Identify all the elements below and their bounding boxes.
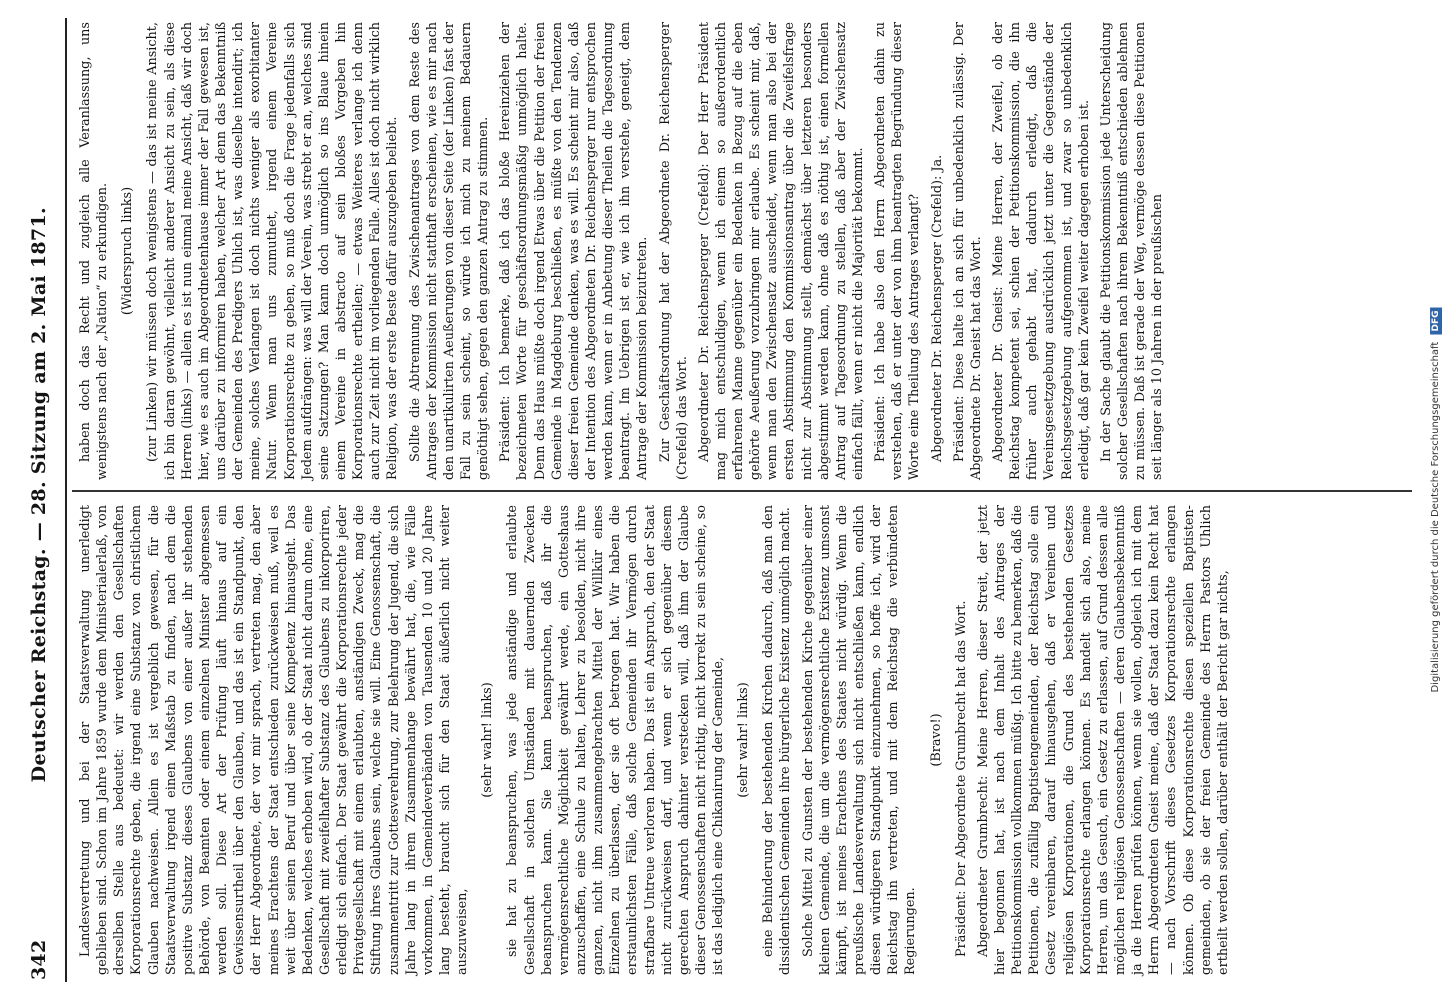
paragraph: Präsident: Diese halte ich an sich für unbedenklich zulässig. Der Abgeordnete Dr. Gneist hat das Wort. bbox=[951, 22, 984, 480]
paragraph: Solche Mittel zu Gunsten der bestehenden Kirche gegenüber einer kleinen Gemeinde, die um die vermögensrechtliche Existenz umsonst kämpft, ist meines Erachtens des Staates nicht würdig. Wenn die preußische Landesverwaltung sich nicht entschließen kann, endlich diesen würdigeren Standpunkt einzunehmen, so hoffe ich, wird der Reichstag ihn vertreten, und mit dem Reichstag die verbündeten Regierungen. bbox=[800, 505, 919, 975]
header-rule bbox=[65, 18, 67, 982]
paragraph: haben doch das Recht und zugleich alle Veranlassung, uns wenigstens nach der „Nation“ zu erkundigen. bbox=[78, 22, 111, 480]
paragraph: In der Sache glaubt die Petitionskommission jede Unterscheidung solcher Gesellschaften nach ihrem Bekenntniß entschieden ablehnen zu müssen. Daß ist gerade der Weg, vermöge dessen diese Petitionen seit länger als 10 Jahren in der preußischen bbox=[1098, 22, 1166, 480]
interjection: (sehr wahr! links) bbox=[480, 682, 496, 798]
page-header bbox=[24, 20, 54, 980]
dfg-logo: DFG bbox=[1430, 307, 1442, 334]
paragraph: Abgeordneter Dr. Reichensperger (Crefeld): Der Herr Präsident mag mich entschuldigen, wenn ich einem so außerordentlich erfahrenen Manne gegenüber ein Bedenken in Bezug auf die eben gehörte Aeußerung vorzubringen mir erlaube. Es scheint mir, daß, wenn man den Zwischensatz ausscheidet, wenn man also bei der ersten Abstimmung den Kommissionsantrag über die Zweifelsfrage nicht zur Abstimmung stellt, demnächst über letzteren besonders abgestimmt werden kann, ohne daß es nöthig ist, einen formellen Antrag auf Tagesordnung zu stellen, daß aber der Zwischensatz einfach fällt, wenn er nicht die Majorität bekommt. bbox=[696, 22, 867, 480]
paragraph: sie hat zu beanspruchen, was jede anständige und erlaubte Gesellschaft in solchen Umständen mit dauernden Zwecken beanspruchen kann. Sie kann beanspruchen, daß ihr die vermögensrechtliche Möglichkeit gewährt werde, ein Gotteshaus anzuschaffen, eine Schule zu halten, Lehrer zu besolden, nicht ihre ganzen, nicht ihm zusammengebrachten Mittel der Willkür eines Einzelnen zu überlassen, der sie oft betrogen hat. Wir haben die erstaunlichsten Fälle, daß solche Gemeinden ihr Vermögen durch strafbare Untreue verloren haben. Das ist ein Anspruch, den der Staat nicht zurückweisen darf, und wenn er sich gegenüber diesem gerechten Anspruch dahinter verstecken will, daß ihm der Glaube dieser Genossenschaften nicht richtig, nicht korrekt zu sein scheine, so ist das lediglich eine Chikanirung der Gemeinde, bbox=[505, 505, 727, 975]
interjection: (sehr wahr! links) bbox=[736, 682, 752, 798]
paragraph: Abgeordneter Dr. Gneist: Meine Herren, der Zweifel, ob der Reichstag kompetent sei, schien der Petitionskommission, die ihn früher auch gehabt hat, dadurch erledigt, daß die Vereinsgesetzgebung ausdrücklich jetzt unter die Gegenstände der Reichsgesetzgebung aufgenommen ist, und zwar so unbedenklich erledigt, daß gar kein Zweifel weiter dagegen erhoben ist. bbox=[991, 22, 1092, 480]
paragraph: Präsident: Der Abgeordnete Grumbrecht hat das Wort. bbox=[953, 600, 969, 957]
page-title: Deutscher Reichstag. — 28. Sitzung am 2. Mai 1871. bbox=[28, 207, 50, 783]
paragraph: Abgeordneter Grumbrecht: Meine Herren, dieser Streit, der jetzt hier begonnen hat, ist nach dem Inhalt des Antrages der Petitionskommission vollkommen müßig. Ich bitte zu bemerken, daß die Petitionen, die zufällig Baptistengemeinden, der Reichstag solle ein Gesetz vereinbaren, darauf hinausgehen, daß er Vereinen und religiösen Korporationen, die Grund des bestehenden Gesetzes Korporationsrechte erlangen können. Es handelt sich also, meine Herren, um das Gesuch, ein Gesetz zu erlassen, auf Grund dessen alle möglichen religiösen Genossenschaften — deren Glaubensbekenntniß ja die Herren prüfen können, wenn sie wollen, obgleich ich mit dem Herrn Abgeordneten Gneist meine, daß der Staat dazu kein Recht hat — nach Vorschrift dieses Gesetzes Korporationsrechte erlangen können. Ob diese Korporationsrechte diesen speziellen Baptisten-gemeinden, ob sie der freien Gemeinde des Herrn Pastors Uhlich ertheilt werden sollen, darüber enthält der Bericht gar nichts, bbox=[975, 505, 1231, 975]
digitization-credit bbox=[1430, 307, 1442, 692]
paragraph: Präsident: Ich bemerke, daß ich das bloße Hereinziehen der bezeichneten Worte für geschäftsordnungsmäßig unmöglich halte. Denn das Haus müßte doch irgend Etwas über die Petition der freien Gemeinde in Magdeburg beschließen, es müßte von den Tendenzen dieser freien Gemeinde denken, was es will. Es scheint mir also, daß der Intention des Abgeordneten Dr. Reichensperger nur entsprochen werden kann, wenn er in Anbetung dieser Theilen die Tagesordnung beantragt. Im Uebrigen ist er, wie ich ihn verstehe, geneigt, dem Antrage der Kommission beizutreten. bbox=[498, 22, 651, 480]
paragraph: Abgeordneter Dr. Reichensperger (Crefeld): Ja. bbox=[929, 154, 945, 462]
left-column bbox=[77, 22, 1402, 480]
paragraph: eine Behinderung der bestehenden Kirchen dadurch, daß man den dissidentischen Gemeinden ihre bürgerliche Existenz unmöglich macht. bbox=[761, 505, 794, 975]
interjection: (Bravo!) bbox=[928, 713, 944, 767]
column-divider bbox=[72, 490, 1412, 492]
paragraph: (zur Linken) wir müssen doch wenigstens — das ist meine Ansicht, ich bin daran gewöhnt, vielleicht anderer Ansicht zu sein, als diese Herren (links) — allein es ist nun einmal meine Ansicht, daß wir doch hier, wie es auch im Abgeordnetenhause immer der Fall gewesen ist, uns darüber zu informiren haben, welcher Art denn das Bekenntniß der Gemeinden des Predigers Uhlich ist, was dieselbe intendirt; ich meine, solches Verlangen ist doch nichts weniger als exorbitanter Natur. Wenn man uns zumuthet, irgend einem Vereine Korporationsrechte zu geben, so muß doch die Frage jedenfalls sich Jedem aufdrängen: was will der Verein, was strebt er an, welches sind seine Satzungen? Man kann doch unmöglich so ins Blaue hinein einem Vereine in abstracto auf sein bloßes Vorgeben hin Korporationsrechte ertheilen; — etwas Weiteres verlange ich denn auch zur Zeit nicht im vorliegenden Falle. Alles ist doch nicht wirklich Religion, was der erste Beste dafür auszugeben beliebt. bbox=[145, 22, 401, 480]
digitization-note: Digitalisierung gefördert durch die Deutsche Forschungsgemeinschaft bbox=[1430, 341, 1441, 693]
interjection: (Widerspruch links) bbox=[120, 186, 136, 316]
paragraph: Sollte die Abtrennung des Zwischenantrages von dem Reste des Antrages der Kommission nicht statthaft erscheinen, wie es mir nach den unartikulirten Aeußerungen von dieser Seite (der Linken) fast der Fall zu sein scheint, so würde ich mich zu meinem Bedauern genöthigt sehen, gegen den ganzen Antrag zu stimmen. bbox=[407, 22, 492, 480]
paragraph: Zur Geschäftsordnung hat der Abgeordnete Dr. Reichensperger (Crefeld) das Wort. bbox=[657, 22, 690, 480]
paragraph: Landesvertretung und bei der Staatsverwaltung unerledigt geblieben sind. Schon im Jahre 1859 wurde dem Ministerialerlaß, von derselben Stelle aus bedeutet: wir werden den Gesellschaften Korporationsrechte geben, die irgend eine Substanz von christlichem Glauben nachweisen. Allein es ist vergeblich gewesen, für die Staatsverwaltung irgend einen Maßstab zu finden, nach dem die positive Substanz dieses Glaubens von einer außer ihr stehenden Behörde, von Beamten oder einem einzelnen Minister abgemessen werden soll. Diese Art der Prüfung läuft hinaus auf ein Gewissensurtheil über den Glauben, und das ist ein Standpunkt, den der Herr Abgeordnete, der vor mir sprach, vertreten mag, den aber meines Erachtens der Staat entschieden zurückweisen muß, weil es weit über seinen Beruf und über seine Kompetenz hinausgeht. Das Bedenken, welches erhoben wird, ob der Staat nicht darum ohne, eine Gesellschaft mit zweifelhafter Substanz des Glaubens zu inkorporiren, erledigt sich einfach. Der Staat gewährt die Korporationsrechte jeder Privatgesellschaft mit einem erlaubten, anständigen Zweck, mag die Stiftung ihres Glaubens sein, welche sie will. Eine Genossenschaft, die zusammentritt zur Gottesverehrung, zur Belehrung der Jugend, die sich Jahre lang in ihrem Zusammenhange bewährt hat, die, wie Fälle vorkommen, in Gemeindeverbänden von Tausenden 10 und 20 Jahre lang besteht, braucht sich für den Staat äußerlich nicht weiter auszuweisen, bbox=[78, 505, 471, 975]
page-number: 342 bbox=[28, 939, 50, 980]
right-column bbox=[77, 505, 1402, 975]
paragraph: Präsident: Ich habe also den Herrn Abgeordneten dahin zu verstehen, daß er unter der von ihm beantragten Begründung dieser Worte eine Theilung des Antrages verlangt? bbox=[873, 22, 923, 480]
